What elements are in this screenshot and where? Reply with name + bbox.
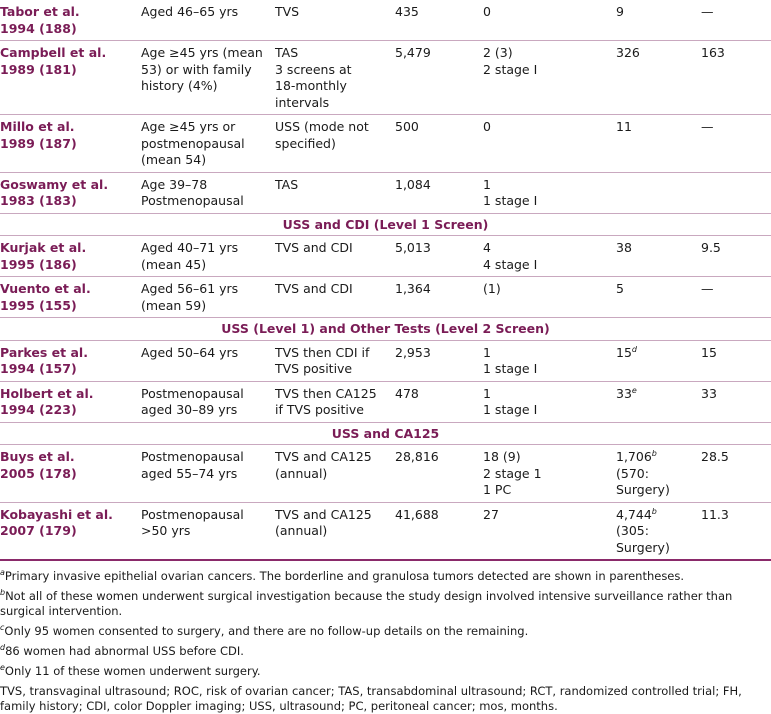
study-citation: Buys et al. [0,449,75,464]
operations-value: 28.5 [701,449,729,464]
surgery-cell [612,502,697,560]
method-text: (annual) [275,465,328,481]
cancers-text: 1 PC [483,482,512,497]
population-text: Postmenopausal [141,193,244,208]
method-text: TVS and CDI [275,281,353,296]
footnote-text: Only 95 women consented to surgery, and there are no follow-up details on the remaining. [4,624,529,638]
study-cell [0,445,137,503]
population-text: Aged 40–71 yrs [141,240,239,255]
method-text: TAS [275,176,299,192]
number-screened-cell [391,0,479,41]
operations-value: — [701,119,714,134]
cancers-text: 27 [483,506,499,522]
study-cell [0,41,137,115]
method-text: 3 screens at [275,61,352,77]
table-row [0,502,771,560]
cancers-text: 1 stage I [483,402,538,417]
section-header-row [0,422,771,445]
operations-value: — [701,4,714,19]
population-text: Postmenopausal [141,385,244,401]
surgery-cell [612,172,697,213]
surgery-text: 5 [616,281,624,296]
number-screened-cell [391,115,479,173]
surgery-cell [612,115,697,173]
population-text: Postmenopausal [141,449,244,464]
table-row [0,0,771,41]
study-cell [0,236,137,277]
surgery-text: 33 [616,385,632,401]
method-cell [271,236,391,277]
surgery-text: 9 [616,4,624,19]
number-screened-cell [391,172,479,213]
cancers-cell [479,41,612,115]
study-citation: 1989 (187) [0,135,77,151]
operations-value: 33 [701,385,717,401]
table-row [0,445,771,503]
operations-cell [697,340,771,381]
footnote [0,644,771,659]
method-cell [271,340,391,381]
method-cell [271,277,391,318]
method-text: TAS [275,45,299,60]
number-screened-cell [391,445,479,503]
population-cell [137,502,271,560]
footnote-marker: d [0,643,6,652]
cancers-text: 1 [483,385,491,401]
method-text: USS (mode not [275,119,369,134]
footnote-marker: e [0,663,5,672]
operations-cell [697,502,771,560]
population-text: postmenopausal [141,135,245,151]
surgery-cell [612,236,697,277]
study-citation: 1994 (223) [0,402,77,417]
surgery-text: Surgery) [616,539,670,555]
study-citation: 1994 (157) [0,361,77,376]
cancers-text: 0 [483,119,491,134]
cancers-text: 1 stage I [483,361,538,376]
method-text: intervals [275,94,330,110]
operations-cell [697,172,771,213]
cancers-cell [479,445,612,503]
surgery-text: 326 [616,45,640,60]
study-citation: Goswamy et al. [0,176,109,192]
table-row [0,277,771,318]
number-screened-cell [391,381,479,422]
population-text: Postmenopausal [141,506,244,522]
study-cell [0,381,137,422]
number-screened: 28,816 [395,449,439,464]
surgery-cell [612,0,697,41]
surgery-cell [612,41,697,115]
population-text: aged 30–89 yrs [141,402,238,417]
section-label: USS (Level 1) and Other Tests (Level 2 Screen) [0,318,771,341]
table-row [0,340,771,381]
section-label: USS and CDI (Level 1 Screen) [0,213,771,236]
section-label: USS and CA125 [0,422,771,445]
operations-cell [697,0,771,41]
cancers-cell [479,340,612,381]
table-row [0,172,771,213]
population-cell [137,381,271,422]
method-cell [271,381,391,422]
table-row [0,236,771,277]
section-header-row [0,318,771,341]
surgery-text: 4,744 [616,506,652,522]
study-citation: Kobayashi et al. [0,506,113,522]
method-cell [271,0,391,41]
method-cell [271,115,391,173]
study-citation: Holbert et al. [0,385,94,401]
method-cell [271,41,391,115]
cancers-cell [479,277,612,318]
study-cell [0,502,137,560]
table-row [0,115,771,173]
population-text: Aged 50–64 yrs [141,344,239,360]
footnote-text: Only 11 of these women underwent surgery. [4,664,261,678]
population-text: Aged 46–65 yrs [141,4,239,19]
method-cell [271,172,391,213]
operations-value: 163 [701,45,725,60]
method-text: specified) [275,135,336,151]
surgery-cell [612,340,697,381]
cancers-text: 18 (9) [483,449,521,464]
cancers-text: 4 stage I [483,256,538,272]
study-citation: 2007 (179) [0,523,77,538]
population-cell [137,277,271,318]
footnote-marker: d [631,344,637,354]
cancers-cell [479,381,612,422]
number-screened: 41,688 [395,506,439,522]
study-cell [0,115,137,173]
study-citation: 1989 (181) [0,61,77,77]
study-citation: 1995 (186) [0,256,77,272]
study-citation: 2005 (178) [0,465,77,481]
surgery-text: (305: [616,523,649,538]
method-text: TVS [275,4,300,19]
surgery-text: 15 [616,344,632,360]
surgery-text: 11 [616,119,632,134]
study-citation: Vuento et al. [0,281,91,296]
number-screened-cell [391,277,479,318]
surgery-cell [612,277,697,318]
footnote [0,624,771,639]
number-screened-cell [391,502,479,560]
population-cell [137,445,271,503]
method-text: 18-monthly [275,78,347,93]
method-text: TVS positive [275,361,353,376]
method-text: TVS and CDI [275,240,353,255]
method-text: if TVS positive [275,402,364,417]
population-text: history (4%) [141,78,218,93]
study-citation: Millo et al. [0,119,75,134]
method-cell [271,445,391,503]
operations-value: 15 [701,344,717,360]
population-cell [137,0,271,41]
population-cell [137,41,271,115]
cancers-cell [479,172,612,213]
footnote-marker: b [0,588,6,597]
population-cell [137,340,271,381]
study-cell [0,0,137,41]
population-cell [137,172,271,213]
cancers-text: 1 [483,176,491,192]
number-screened-cell [391,41,479,115]
population-cell [137,115,271,173]
surgery-cell [612,381,697,422]
number-screened: 500 [395,119,419,134]
table-row [0,41,771,115]
number-screened: 435 [395,4,419,19]
footnote-marker: e [631,385,637,395]
population-text: (mean 54) [141,152,207,167]
footnote-marker: b [651,449,657,458]
cancers-text: 2 stage I [483,61,538,77]
number-screened: 5,013 [395,240,431,255]
study-cell [0,172,137,213]
population-text: (mean 45) [141,256,207,272]
study-citation: Parkes et al. [0,344,88,360]
study-citation: 1983 (183) [0,193,77,208]
population-text: Age ≥45 yrs or [141,119,236,134]
method-text: TVS then CA125 [275,385,377,401]
study-citation: 1994 (188) [0,20,77,36]
number-screened-cell [391,236,479,277]
footnote-marker: b [651,506,657,516]
number-screened-cell [391,340,479,381]
method-cell [271,502,391,560]
operations-cell [697,445,771,503]
operations-cell [697,41,771,115]
study-cell [0,340,137,381]
cancers-text: (1) [483,281,501,296]
cancers-text: 4 [483,240,491,255]
population-cell [137,236,271,277]
population-text: >50 yrs [141,523,191,538]
method-text: TVS then CDI if [275,344,370,360]
cancers-text: 1 [483,344,491,360]
population-text: aged 55–74 yrs [141,465,238,481]
table-footnotes [0,569,771,714]
section-header-row [0,213,771,236]
study-citation: Tabor et al. [0,4,80,19]
cancers-text: 1 stage I [483,193,538,208]
surgery-text: 1,706 [616,449,652,464]
population-text: (mean 59) [141,297,207,313]
footnote [0,569,771,584]
study-citation: 1995 (155) [0,297,77,313]
number-screened: 1,364 [395,281,431,296]
abbreviations-note: TVS, transvaginal ultrasound; ROC, risk of ovarian cancer; TAS, transabdominal ultrasound; RCT, randomized controlled trial; FH, family history; CDI, color Doppler imaging; USS, ultrasound; PC, peritoneal cancer; mos, months. [0,684,742,713]
surgery-cell [612,445,697,503]
population-text: Age 39–78 [141,176,208,192]
footnote-text: Primary invasive epithelial ovarian cancers. The borderline and granulosa tumors detected are shown in parentheses. [4,569,685,583]
cancers-text: 0 [483,4,491,19]
footnote-text: 86 women had abnormal USS before CDI. [5,644,244,658]
cancers-cell [479,0,612,41]
cancers-cell [479,502,612,560]
cancers-cell [479,236,612,277]
number-screened: 478 [395,385,419,401]
operations-cell [697,381,771,422]
footnote-text: Not all of these women underwent surgical investigation because the study design involved intensive surveillance rather than surgical intervention. [0,589,733,618]
method-text: TVS and CA125 [275,506,372,522]
study-cell [0,277,137,318]
footnote [0,589,771,619]
operations-cell [697,236,771,277]
operations-cell [697,277,771,318]
population-text: Age ≥45 yrs (mean [141,45,263,60]
population-text: 53) or with family [141,61,252,77]
number-screened: 5,479 [395,45,431,60]
study-citation: Campbell et al. [0,45,107,60]
population-text: Aged 56–61 yrs [141,281,239,296]
cancers-text: 2 stage 1 [483,465,542,481]
footnote [0,664,771,679]
number-screened: 1,084 [395,176,431,192]
table-row [0,381,771,422]
operations-value: 11.3 [701,506,729,522]
method-text: TVS and CA125 [275,449,372,464]
surgery-text: Surgery) [616,482,670,497]
cancers-text: 2 (3) [483,45,513,60]
operations-cell [697,115,771,173]
method-text: (annual) [275,523,328,538]
footnote-marker: a [0,568,5,577]
cancers-cell [479,115,612,173]
study-citation: Kurjak et al. [0,240,87,255]
surgery-text: 38 [616,240,632,255]
operations-value: 9.5 [701,240,721,255]
number-screened: 2,953 [395,344,431,360]
operations-value: — [701,281,714,296]
footnote-marker: c [0,623,5,632]
surgery-text: (570: [616,465,649,481]
